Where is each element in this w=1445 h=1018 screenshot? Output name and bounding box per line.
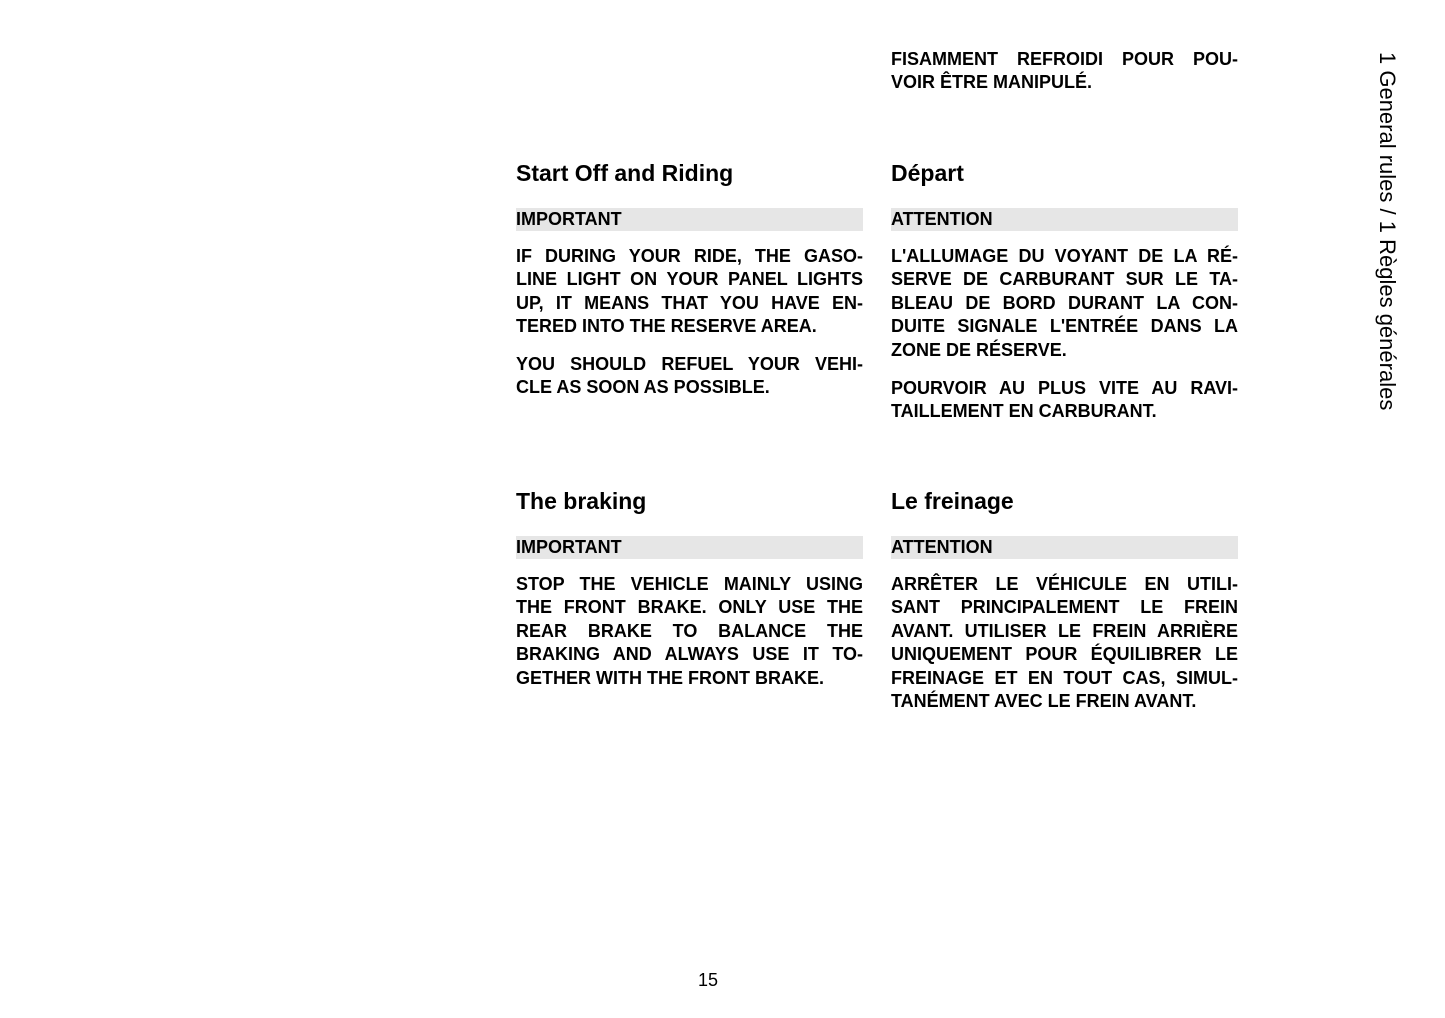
paragraph <box>891 377 1238 424</box>
section-title-braking: The braking <box>516 488 647 514</box>
attention-label: ATTENTION <box>891 536 1238 559</box>
text-line: TANÉMENT AVEC LE FREIN AVANT. <box>891 690 1197 711</box>
section-title-start-off: Start Off and Riding <box>516 160 734 186</box>
text-line: POURVOIR AU PLUS VITE AU RAVI- <box>891 378 1238 398</box>
important-label: IMPORTANT <box>516 536 863 559</box>
paragraph <box>516 245 863 339</box>
text-line: TERED INTO THE RESERVE AREA. <box>516 316 817 337</box>
text-line: IF DURING YOUR RIDE, THE GASO- <box>516 246 863 266</box>
text-line: SERVE DE CARBURANT SUR LE TA- <box>891 269 1238 290</box>
text-line: YOU SHOULD REFUEL YOUR VEHI- <box>516 354 863 374</box>
text-line: STOP THE VEHICLE MAINLY USING <box>516 574 863 594</box>
important-label: IMPORTANT <box>516 208 863 231</box>
paragraph <box>891 245 1238 362</box>
paragraph <box>516 353 863 400</box>
text-line: BRAKING AND ALWAYS USE IT TO- <box>516 644 863 665</box>
text-line: AVANT. UTILISER LE FREIN ARRIÈRE <box>891 620 1238 641</box>
page-number: 15 <box>698 970 719 990</box>
text-line: TAILLEMENT EN CARBURANT. <box>891 401 1157 422</box>
text-line: UNIQUEMENT POUR ÉQUILIBRER LE <box>891 644 1238 665</box>
continued-paragraph <box>891 48 1238 95</box>
text-line: SANT PRINCIPALEMENT LE FREIN <box>891 597 1238 618</box>
paragraph <box>516 573 863 690</box>
chapter-side-header: 1 General rules / 1 Règles générales <box>1375 52 1400 411</box>
text-line: FREINAGE ET EN TOUT CAS, SIMUL- <box>891 667 1238 688</box>
section-title-depart: Départ <box>891 160 964 186</box>
section-title-freinage: Le freinage <box>891 488 1014 514</box>
text-line: DUITE SIGNALE L'ENTRÉE DANS LA <box>891 316 1238 337</box>
text-line: UP, IT MEANS THAT YOU HAVE EN- <box>516 292 863 313</box>
text-line: THE FRONT BRAKE. ONLY USE THE <box>516 597 863 618</box>
text-line: VOIR ÊTRE MANIPULÉ. <box>891 72 1093 93</box>
text-line: CLE AS SOON AS POSSIBLE. <box>516 377 770 398</box>
paragraph <box>891 573 1238 713</box>
text-line: LINE LIGHT ON YOUR PANEL LIGHTS <box>516 269 863 290</box>
text-line: REAR BRAKE TO BALANCE THE <box>516 620 863 641</box>
text-line: ARRÊTER LE VÉHICULE EN UTILI- <box>891 574 1238 594</box>
text-line: FISAMMENT REFROIDI POUR POU- <box>891 49 1238 69</box>
text-line: L'ALLUMAGE DU VOYANT DE LA RÉ- <box>891 246 1238 266</box>
text-line: ZONE DE RÉSERVE. <box>891 339 1067 360</box>
text-line: BLEAU DE BORD DURANT LA CON- <box>891 292 1238 313</box>
text-line: GETHER WITH THE FRONT BRAKE. <box>516 667 824 688</box>
attention-label: ATTENTION <box>891 208 1238 231</box>
